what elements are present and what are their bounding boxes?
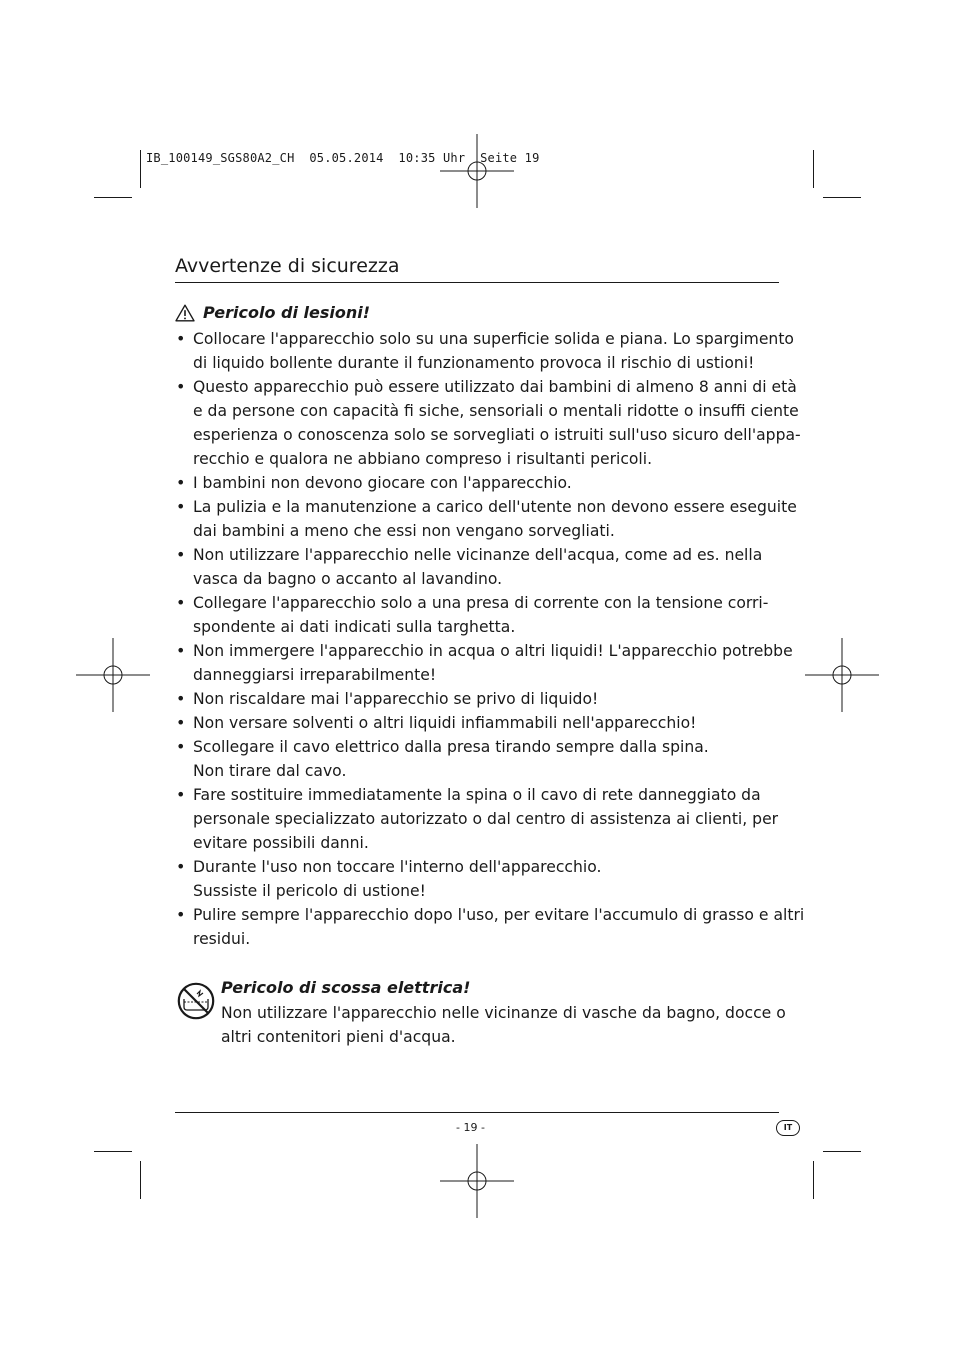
list-item-line: spondente ai dati indicati sulla targhetta. — [193, 618, 516, 636]
list-item — [175, 471, 795, 495]
language-badge: IT — [776, 1120, 800, 1136]
list-item-line: recchio e qualora ne abbiano compreso i risultanti pericoli. — [193, 450, 653, 468]
list-item-line: di liquido bollente durante il funzionamento provoca il rischio di ustioni! — [193, 354, 755, 372]
list-item-line: Non versare solventi o altri liquidi infiammabili nell'apparecchio! — [193, 714, 697, 732]
print-slug: IB_100149_SGS80A2_CH 05.05.2014 10:35 Uhr Seite 19 — [146, 151, 540, 165]
shock-warning-line: Non utilizzare l'apparecchio nelle vicinanze di vasche da bagno, docce o — [221, 1004, 786, 1022]
shock-warning-title: Pericolo di scossa elettrica! — [221, 978, 471, 997]
crop-mark — [823, 1151, 861, 1152]
shock-warning-line: altri contenitori pieni d'acqua. — [221, 1028, 456, 1046]
no-bathtub-icon — [177, 982, 215, 1020]
list-item — [175, 687, 795, 711]
list-item-line: vasca da bagno o accanto al lavandino. — [193, 570, 503, 588]
bullet-icon: • — [176, 857, 186, 876]
list-item — [175, 783, 795, 855]
crop-mark — [140, 1161, 141, 1199]
list-item — [175, 543, 795, 591]
list-item-line: Pulire sempre l'apparecchio dopo l'uso, per evitare l'accumulo di grasso e altri — [193, 906, 805, 924]
list-item — [175, 735, 795, 783]
crop-mark — [94, 1151, 132, 1152]
list-item-line: Non utilizzare l'apparecchio nelle vicinanze dell'acqua, come ad es. nella — [193, 546, 763, 564]
list-item-line: Fare sostituire immediatamente la spina o il cavo di rete danneggiato da — [193, 786, 761, 804]
list-item — [175, 711, 795, 735]
list-item-line: residui. — [193, 930, 251, 948]
list-item-line: dai bambini a meno che essi non vengano sorvegliati. — [193, 522, 615, 540]
crop-mark — [813, 150, 814, 188]
bullet-icon: • — [176, 593, 186, 612]
injury-warning-title: Pericolo di lesioni! — [203, 303, 371, 322]
crop-mark — [823, 197, 861, 198]
bullet-icon: • — [176, 545, 186, 564]
registration-mark-icon — [805, 638, 879, 712]
bullet-icon: • — [176, 473, 186, 492]
list-item — [175, 591, 795, 639]
list-item-line: Non tirare dal cavo. — [193, 762, 347, 780]
bullet-icon: • — [176, 377, 186, 396]
list-item-line: esperienza o conoscenza solo se sorvegliati o istruiti sull'uso sicuro dell'appa- — [193, 426, 801, 444]
registration-mark-icon — [76, 638, 150, 712]
list-item — [175, 903, 805, 951]
bullet-icon: • — [176, 905, 186, 924]
bullet-icon: • — [176, 713, 186, 732]
list-item-line: Sussiste il pericolo di ustione! — [193, 882, 426, 900]
list-item-line: Questo apparecchio può essere utilizzato dai bambini di almeno 8 anni di età — [193, 378, 797, 396]
list-item — [175, 375, 801, 471]
bullet-icon: • — [176, 641, 186, 660]
bullet-icon: • — [176, 785, 186, 804]
list-item-line: evitare possibili danni. — [193, 834, 369, 852]
bullet-icon: • — [176, 689, 186, 708]
footer-rule — [175, 1112, 779, 1113]
bullet-icon: • — [176, 329, 186, 348]
bullet-icon: • — [176, 737, 186, 756]
title-rule — [175, 282, 779, 283]
list-item — [175, 327, 795, 375]
registration-mark-icon — [440, 134, 514, 208]
list-item — [175, 639, 795, 687]
registration-mark-icon — [440, 1144, 514, 1218]
list-item-line: Collocare l'apparecchio solo su una superficie solida e piana. Lo spargimento — [193, 330, 794, 348]
list-item-line: I bambini non devono giocare con l'apparecchio. — [193, 474, 572, 492]
list-item-line: Scollegare il cavo elettrico dalla presa tirando sempre dalla spina. — [193, 738, 709, 756]
warning-triangle-icon — [175, 304, 195, 322]
shock-warning-text — [221, 976, 786, 1049]
bullet-icon: • — [176, 497, 186, 516]
crop-mark — [813, 1161, 814, 1199]
section-title: Avvertenze di sicurezza — [175, 255, 400, 277]
list-item-line: Durante l'uso non toccare l'interno dell'apparecchio. — [193, 858, 602, 876]
list-item-line: Collegare l'apparecchio solo a una presa di corrente con la tensione corri- — [193, 594, 769, 612]
crop-mark — [140, 150, 141, 188]
crop-mark — [94, 197, 132, 198]
list-item-line: Non riscaldare mai l'apparecchio se privo di liquido! — [193, 690, 599, 708]
list-item-line: personale specializzato autorizzato o dal centro di assistenza ai clienti, per — [193, 810, 779, 828]
list-item — [175, 495, 795, 543]
list-item-line: danneggiarsi irreparabilmente! — [193, 666, 437, 684]
page-number: - 19 - — [456, 1121, 485, 1134]
list-item — [175, 855, 795, 903]
injury-warning-heading — [175, 303, 370, 322]
list-item-line: e da persone con capacità fi siche, sensoriali o mentali ridotte o insuffi ciente — [193, 402, 799, 420]
injury-warning-list — [175, 327, 805, 951]
list-item-line: Non immergere l'apparecchio in acqua o altri liquidi! L'apparecchio potrebbe — [193, 642, 793, 660]
list-item-line: La pulizia e la manutenzione a carico dell'utente non devono essere eseguite — [193, 498, 797, 516]
